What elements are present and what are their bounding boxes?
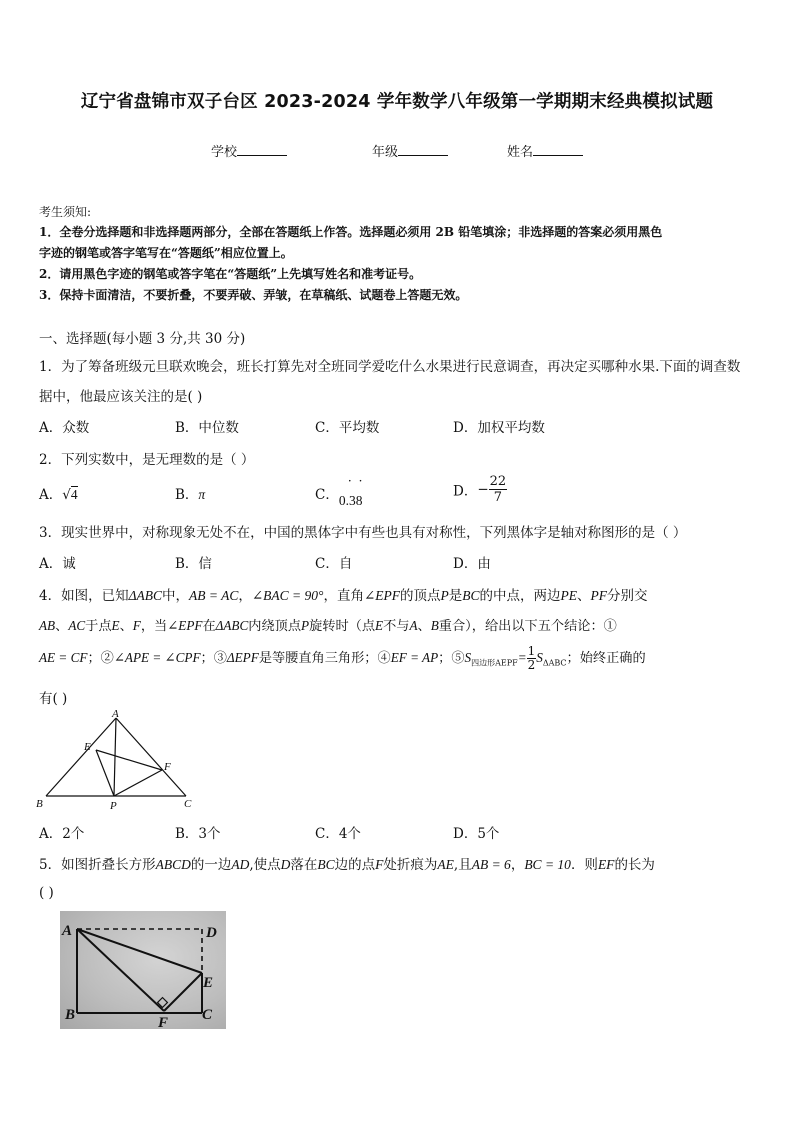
q5-text: 边的点 [334, 857, 376, 873]
label-a: A [112, 708, 119, 720]
repeating-dots: ·· [347, 474, 370, 488]
grade-blank [398, 143, 448, 156]
q2-option-d [453, 474, 507, 505]
label-c: C [184, 798, 192, 810]
segment-pf [114, 770, 162, 796]
q4-math: ∠BAC = 90° [251, 588, 324, 603]
q5-text: 的一边 [190, 857, 232, 873]
q4-text: 分别交 [607, 588, 648, 604]
q4-line-2 [39, 615, 617, 634]
name-field [507, 141, 583, 160]
segment-ap [114, 718, 116, 796]
q1-option-c: C．平均数 [315, 420, 380, 436]
q4-text: ；② [87, 651, 114, 666]
q5-text: ,且 [453, 857, 472, 873]
q5-math: F [375, 857, 384, 872]
label-p: P [110, 800, 117, 812]
q4-text: 于点 [85, 619, 112, 634]
sqrt-symbol: √ [62, 487, 71, 503]
q5-line-1 [39, 853, 655, 873]
q4-math: AC [68, 618, 86, 633]
q4-text: 重合），给出以下五个结论：① [438, 619, 617, 634]
q5-math: EF [597, 857, 615, 872]
q4-option-a: A．2个 [39, 826, 85, 842]
q2-option-b [175, 483, 205, 503]
q4-math: BC [462, 588, 480, 603]
grade-field [372, 141, 448, 160]
q2-d-fraction [489, 474, 508, 505]
q5-text: ， [510, 857, 525, 873]
q2-d-minus: − [477, 481, 489, 498]
q4-math: E [375, 618, 384, 633]
q5-math: AB = 6 [471, 857, 511, 872]
q4-text: 中， [162, 588, 190, 604]
label-b: B [65, 1007, 76, 1023]
q4-text: ，直角 [323, 588, 364, 604]
q2-d-denominator: 7 [493, 490, 503, 505]
notice-line-1: 1．全卷分选择题和非选择题两部分，全部在答题纸上作答。选择题必须用 2B 铅笔填涂；非选择题的答案必须用黑色 [39, 225, 663, 239]
segment-af [77, 929, 164, 1011]
q5-math: D [280, 857, 291, 872]
q5-figure [60, 911, 226, 1029]
q4-option-b: B．3个 [175, 826, 221, 842]
q4-text: 旋转时（点 [309, 619, 376, 634]
q3-option-c: C．自 [315, 556, 353, 572]
q4-math: B [430, 618, 439, 633]
q4-math: ΔEPF [226, 650, 259, 665]
q2-c-label: C． [315, 487, 339, 503]
q4-line-1 [39, 584, 648, 604]
q4-subscript: ΔABC [542, 658, 567, 668]
q4-math: S [464, 650, 472, 665]
q4-text: 4．如图，已知 [39, 588, 129, 604]
notice-line-4: 3．保持卡面清洁，不要折叠，不要弄破、弄皱，在草稿纸、试题卷上答题无效。 [39, 288, 468, 302]
q4-math: P [301, 618, 310, 633]
q1-line-1: 1．为了筹备班级元旦联欢晚会，班长打算先对全班同学爱吃什么水果进行民意调查，再决定买哪种水果.下面的调查数 [39, 359, 741, 375]
q4-math: PF [590, 588, 608, 603]
q5-text: ．则 [570, 857, 598, 873]
label-b: B [36, 798, 43, 810]
q2-d-label: D． [453, 483, 478, 500]
q3-stem: 3．现实世界中，对称现象无处不在，中国的黑体字中有些也具有对称性，下列黑体字是轴对称图形的是（ ） [39, 525, 687, 541]
q4-math: S [536, 650, 543, 665]
q4-option-c: C．4个 [315, 826, 361, 842]
q4-frac-den: 2 [527, 658, 536, 672]
q3-option-a: A．诚 [39, 556, 76, 572]
label-e: E [203, 975, 214, 991]
q2-c-value: 0.38 [338, 493, 363, 508]
q5-text: 的长为 [614, 857, 655, 873]
q5-text: 5．如图折叠长方形 [39, 857, 156, 873]
q2-c-value-wrap [338, 474, 370, 508]
label-f: F [158, 1015, 169, 1029]
q5-text: 落在 [290, 857, 318, 873]
q4-figure [34, 708, 204, 816]
q5-line-2: ( ) [39, 885, 54, 901]
q4-frac-num: 1 [527, 644, 536, 658]
notice-line-3: 2．请用黑色字迹的钢笔或答字笔在“答题纸”上先填写姓名和准考证号。 [39, 267, 422, 281]
q4-math: = [517, 650, 527, 665]
q5-math: AE [437, 857, 454, 872]
q4-text: 、 [417, 619, 431, 634]
grade-label: 年级 [372, 145, 399, 160]
q4-text: 、 [577, 588, 591, 604]
segment-ef [96, 750, 162, 770]
school-field [211, 141, 287, 160]
q5-math: BC = 10 [524, 857, 571, 872]
q2-option-a [39, 483, 78, 503]
q4-line-3 [39, 645, 646, 672]
q4-math: E [111, 618, 120, 633]
school-blank [237, 143, 287, 156]
q4-text: 的顶点 [400, 588, 441, 604]
notice-heading: 考生须知: [39, 205, 92, 219]
q4-math: ΔABC [128, 588, 163, 603]
q5-text: ,使点 [249, 857, 281, 873]
school-label: 学校 [211, 145, 238, 160]
section-heading: 一、选择题(每小题 3 分,共 30 分) [39, 331, 246, 347]
q4-option-d: D．5个 [453, 826, 500, 842]
q4-math: P [440, 588, 449, 603]
q4-text: 的中点，两边 [479, 588, 561, 604]
label-c: C [202, 1007, 213, 1023]
q2-stem: 2．下列实数中，是无理数的是（ ） [39, 452, 255, 468]
q4-subscript: 四边形AEPF [471, 658, 518, 668]
name-label: 姓名 [507, 145, 534, 160]
page-title: 辽宁省盘锦市双子台区 2023-2024 学年数学八年级第一学期期末经典模拟试题 [80, 92, 714, 112]
label-f: F [164, 761, 171, 773]
q5-text: 处折痕为 [383, 857, 438, 873]
q2-a-label: A． [39, 487, 63, 503]
q4-half-fraction [527, 645, 537, 672]
side-ab [46, 718, 116, 796]
label-d: D [206, 925, 217, 941]
q4-line-4: 有( ) [39, 691, 68, 707]
q4-math: AB [39, 618, 56, 633]
q4-math: AE = CF [39, 650, 88, 665]
q4-text: 在 [202, 619, 216, 634]
q2-b-value: π [198, 487, 206, 502]
notice-line-2: 字迹的钢笔或答字笔写在“答题纸”相应位置上。 [39, 246, 293, 260]
crease-ae [77, 929, 202, 973]
name-blank [533, 143, 583, 156]
q4-math: A [409, 618, 418, 633]
label-a: A [62, 923, 73, 939]
q4-text: 是 [448, 588, 463, 604]
q3-option-d: D．由 [453, 556, 491, 572]
q5-math: ABCD [155, 857, 191, 872]
q2-d-numerator: 22 [489, 474, 507, 489]
q5-math: AD [231, 857, 250, 872]
q1-option-a: A．众数 [39, 420, 90, 436]
q4-math: ∠APE = ∠CPF [113, 650, 201, 665]
q4-text: 、 [55, 619, 69, 634]
q4-text: ，当 [140, 619, 168, 634]
q4-text: 不与 [383, 619, 410, 634]
q4-text: ；始终正确的 [566, 651, 646, 666]
q4-text: 内绕顶点 [248, 619, 302, 634]
q4-text: ；⑤ [438, 651, 465, 666]
q4-math: AB = AC [189, 588, 239, 603]
q4-math: ∠EPF [167, 618, 203, 633]
side-ac [116, 718, 186, 796]
q3-option-b: B．信 [175, 556, 212, 572]
q4-text: 是等腰直角三角形；④ [258, 651, 391, 666]
q2-option-c [315, 474, 370, 508]
q2-b-label: B． [175, 487, 199, 503]
q5-figure-photo [60, 911, 226, 1029]
q4-text: 、 [119, 619, 133, 634]
q4-text: ；③ [200, 651, 227, 666]
q4-math: ΔABC [215, 618, 249, 633]
q1-line-2: 据中，他最应该关注的是( ) [39, 389, 203, 405]
q4-math: EF = AP [390, 650, 439, 665]
q4-text: ， [238, 588, 252, 604]
q4-math: ∠EPF [363, 588, 401, 603]
q1-option-d: D．加权平均数 [453, 420, 545, 436]
segment-fe [164, 973, 202, 1011]
q2-a-radicand: 4 [70, 487, 78, 502]
q1-option-b: B．中位数 [175, 420, 239, 436]
q4-math: PE [560, 588, 578, 603]
label-e: E [84, 741, 91, 753]
segment-pe [96, 750, 114, 796]
q4-math: F [132, 618, 141, 633]
q5-math: BC [317, 857, 335, 872]
